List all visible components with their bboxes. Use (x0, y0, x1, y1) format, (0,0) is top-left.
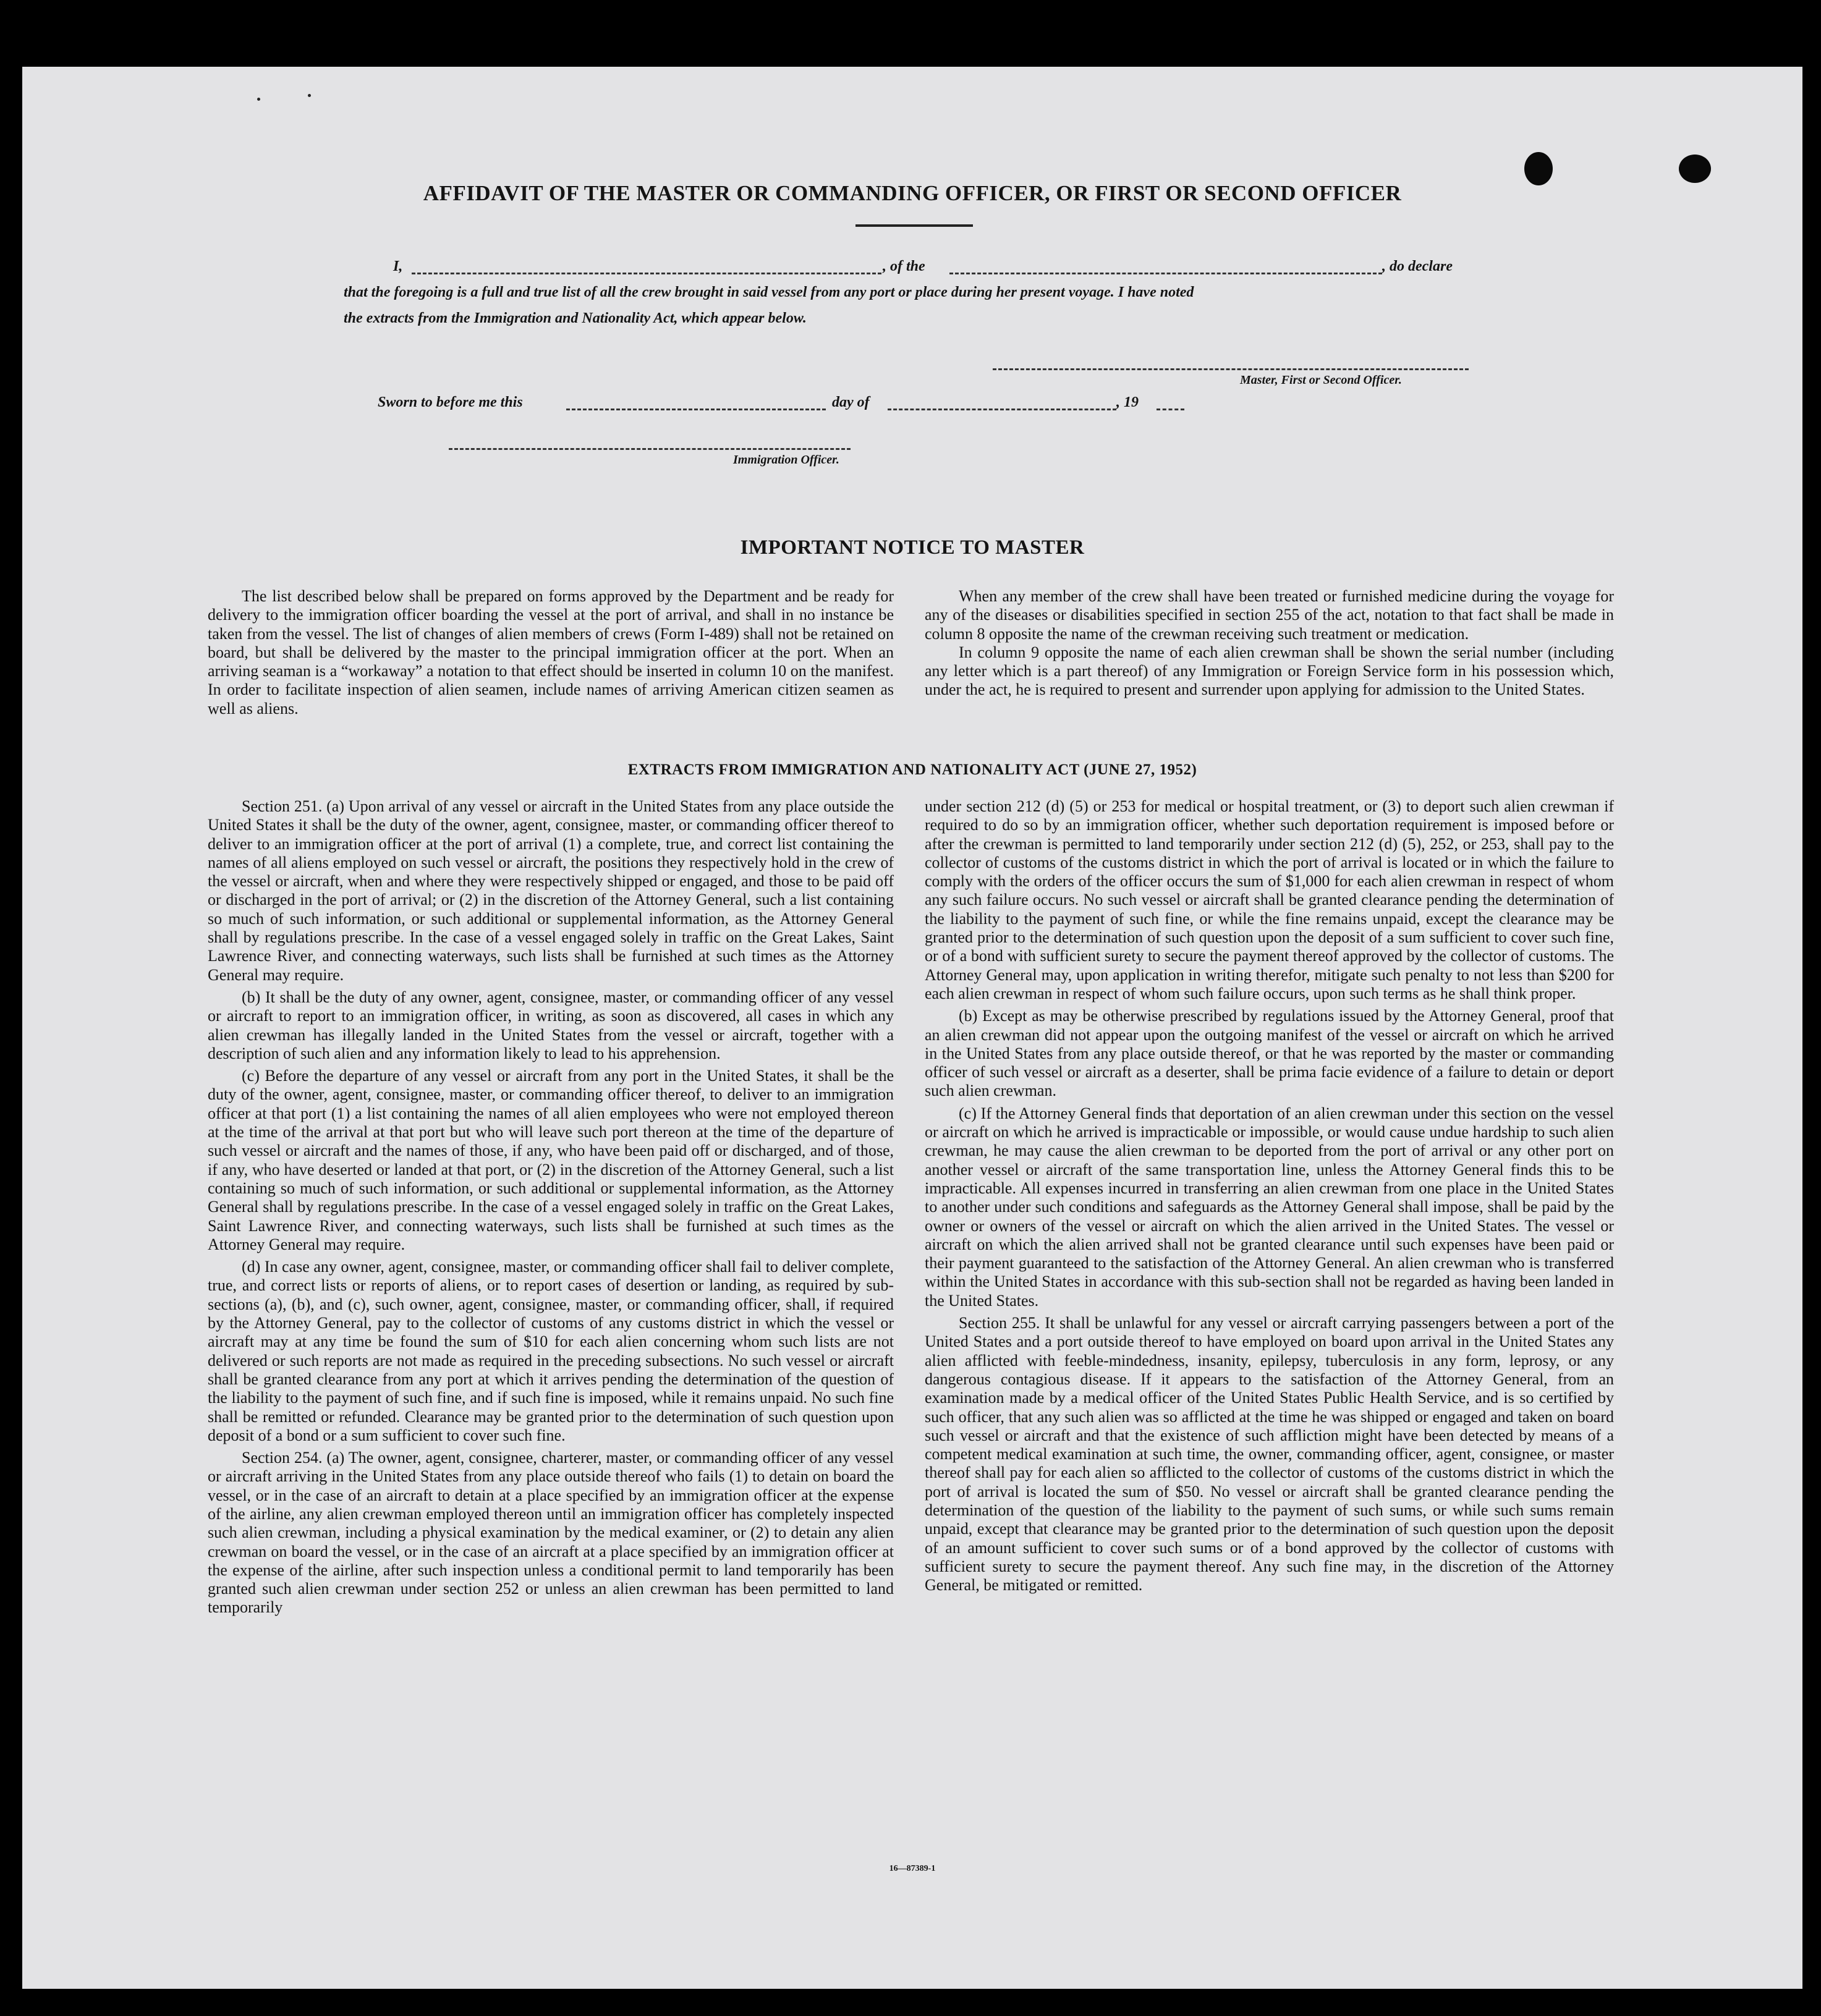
form-number: 16—87389-1 (889, 1864, 936, 1873)
notice-right-paragraph-1: When any member of the crew shall have been treated or furnished medicine during the voyage for any of the diseases or disabilities specified in section 255 of the act, notation to that fact shall be made in column 8 opposite the name of the crewman receiving such treatment or medication. (925, 587, 1614, 643)
speck (257, 98, 260, 101)
extracts-left-column (208, 797, 894, 1617)
notice-right-paragraph-2: In column 9 opposite the name of each alien crewman shall be shown the serial number (including any letter which is a part thereof) of any Immigration or Foreign Service form in his possession which, under the act, he is required to present and surrender upon applying for admission to the United States. (925, 643, 1614, 699)
vessel-blank[interactable] (949, 273, 1382, 274)
day-of-label: day of (832, 394, 870, 410)
title-rule (855, 224, 973, 227)
year-label: , 19 (1116, 394, 1139, 410)
punch-hole-right (1679, 155, 1711, 183)
year-blank[interactable] (1157, 409, 1184, 410)
speck (308, 94, 311, 97)
extracts-right-column (925, 797, 1614, 1595)
master-signature-line[interactable] (993, 368, 1469, 370)
declaration-line-2: that the foregoing is a full and true list of all the crew brought in said vessel from any port or place during her present voyage. I have noted (344, 284, 1194, 300)
section-254-a: Section 254. (a) The owner, agent, consignee, charterer, master, or commanding officer of any vessel or aircraft arriving in the United States from any place outside thereof who fails (1) to detain on board the vessel, or in the case of an aircraft to detain at a place specified by an immigration officer at the expense of the airline, any alien crewman employed thereon until an immigration officer has completely inspected such alien crewman, including a physical examination by the medical examiner, or (2) to detain any alien crewman on board the vessel, or in the case of an aircraft at a place specified by an immigration officer at the expense of the airline, after such inspection unless a conditional permit to land temporarily has been granted such alien crewman under section 252 or unless an alien crewman has been permitted to land temporarily (208, 1449, 894, 1617)
notice-title: IMPORTANT NOTICE TO MASTER (740, 536, 1085, 559)
section-254-a-continued: under section 212 (d) (5) or 253 for medical or hospital treatment, or (3) to deport such alien crewman if required to do so by an immigration officer, whether such deportation requirement is imposed before or after the crewman is permitted to land temporarily under section 212 (d) (5), 252, or 253, shall pay to the collector of customs of the customs district in which the port of arrival is located or in which the failure to comply with the orders of the officer occurs the sum of $1,000 for each alien crewman in respect of whom any such failure occurs. No such vessel or aircraft shall be granted clearance pending the determination of the liability to the payment of such fine, or while the fine remains unpaid, except the clearance may be granted prior to the determination of such question upon the deposit of a sum sufficient to cover such fine, or of a bond with sufficient surety to secure the payment thereof approved by the collector of customs. The Attorney General may, upon application in writing therefor, mitigate such penalty to not less than $200 for each alien crewman in respect of whom such failure occurs, upon such terms as he shall think proper. (925, 797, 1614, 1002)
master-signature-label: Master, First or Second Officer. (1240, 373, 1402, 387)
section-254-b: (b) Except as may be otherwise prescribed by regulations issued by the Attorney General, proof that an alien crewman did not appear upon the outgoing manifest of the vessel or aircraft on which he arrived in the United States from any place outside thereof, or that he was reported by the master or commanding officer of such vessel or aircraft as a deserter, shall be prima facie evidence of a failure to detain or deport such alien crewman. (925, 1007, 1614, 1100)
officer-signature-label: Immigration Officer. (733, 453, 839, 467)
declaration-line-3: the extracts from the Immigration and Nationality Act, which appear below. (344, 310, 807, 326)
notice-left-column (208, 587, 894, 718)
officer-signature-line[interactable] (449, 448, 851, 450)
section-255: Section 255. It shall be unlawful for any vessel or aircraft carrying passengers between a port of the United States and a port outside thereof to have employed on board upon arrival in the United States any alien afflicted with feeble-mindedness, insanity, epilepsy, tuberculosis in any form, leprosy, or any dangerous contagious disease. If it appears to the satisfaction of the Attorney General, from an examination made by a medical officer of the United States Public Health Service, and is so certified by such officer, that any such alien was so afflicted at the time he was shipped or engaged and taken on board such vessel or aircraft and that the existence of such affliction might have been detected by means of a competent medical examination at such time, the owner, commanding officer, agent, consignee, or master thereof shall pay for each alien so afflicted to the collector of customs of the customs district in which the port of arrival is located the sum of $50. No vessel or aircraft shall be granted clearance pending the determination of the question of the liability to the payment of such sums, or while such sums remain unpaid, except that clearance may be granted prior to the determination of such question upon the deposit of an amount sufficient to cover such sums or of a bond approved by the collector of customs with sufficient surety to secure the payment thereof. Any such fine may, in the discretion of the Attorney General, be mitigated or remitted. (925, 1314, 1614, 1595)
section-251-c: (c) Before the departure of any vessel or aircraft from any port in the United States, it shall be the duty of the owner, agent, consignee, master, or commanding officer thereof, to deliver to an immigration officer at that port (1) a list containing the names of all alien employees who were not employed thereon at the time of the arrival at that port but who will leave such port thereon at the time of the departure of such vessel or aircraft and the names of those, if any, who have been paid off or discharged, and of those, if any, who have deserted or landed at that port, or (2) in the discretion of the Attorney General, such a list containing so much of such information, or such additional or supplemental information, as the Attorney General shall by regulations prescribe. In the case of a vessel engaged solely in traffic on the Great Lakes, Saint Lawrence River, and connecting waterways, such lists shall be furnished at such times as the Attorney General may require. (208, 1067, 894, 1253)
name-blank[interactable] (412, 273, 881, 274)
sworn-label: Sworn to before me this (378, 394, 523, 410)
section-251-d: (d) In case any owner, agent, consignee, master, or commanding officer shall fail to deliver complete, true, and correct lists or reports of aliens, or to report cases of desertion or landing, as required by sub-sections (a), (b), and (c), such owner, agent, consignee, master, or commanding officer, shall, if required by the Attorney General, pay to the collector of customs of any customs district in which the vessel or aircraft may at any time be found the sum of $10 for each alien concerning whom such lists are not delivered or such reports are not made as required in the preceding subsections. No such vessel or aircraft shall be granted clearance from any port at which it arrives pending the determination of the question of the liability to the payment of such fine, and if such fine is imposed, while it remains unpaid. No such fine shall be remitted or refunded. Clearance may be granted prior to the determination of such question upon deposit of a bond or a sum sufficient to cover such fine. (208, 1258, 894, 1444)
section-254-c: (c) If the Attorney General finds that deportation of an alien crewman under this section on the vessel or aircraft on which he arrived is impracticable or impossible, or would cause undue hardship to such alien crewman, he may cause the alien crewman to be deported from the port of arrival or any other port on another vessel or aircraft of the same transportation line, unless the Attorney General finds this to be impracticable. All expenses incurred in transferring an alien crewman from one place in the United States to another under such conditions and safeguards as the Attorney General shall impose, shall be paid by the owner or owners of the vessel or aircraft on which the alien arrived in the United States. The vessel or aircraft on which the alien arrived shall not be granted clearance until such expenses have been paid or their payment guaranteed to the satisfaction of the Attorney General. An alien crewman who is transferred within the United States in accordance with this sub-section shall not be regarded as having been landed in the United States. (925, 1104, 1614, 1310)
notice-left-paragraph: The list described below shall be prepared on forms approved by the Department and be ready for delivery to the immigration officer boarding the vessel at the port of arrival, and shall in no instance be taken from the vessel. The list of changes of alien members of crews (Form I-489) shall not be retained on board, but shall be delivered by the master to the principal immigration officer at the port. When an arriving seaman is a “workaway” a notation to that effect should be inserted in column 10 on the manifest. In order to facilitate inspection of alien seamen, include names of arriving American citizen seamen as well as aliens. (208, 587, 894, 718)
form-page (22, 67, 1802, 1989)
of-the-label: , of the (883, 258, 925, 274)
month-blank[interactable] (888, 409, 1116, 410)
day-blank[interactable] (566, 409, 826, 410)
i-label: I, (393, 258, 403, 274)
do-declare-label: , do declare (1382, 258, 1453, 274)
punch-hole-left (1524, 152, 1553, 185)
affidavit-title: AFFIDAVIT OF THE MASTER OR COMMANDING OFFICER, OR FIRST OR SECOND OFFICER (423, 181, 1402, 205)
section-251-b: (b) It shall be the duty of any owner, agent, consignee, master, or commanding officer of any vessel or aircraft to report to an immigration officer, in writing, as soon as discovered, all cases in which any alien crewman has illegally landed in the United States from the vessel or aircraft, together with a description of such alien and any information likely to lead to his apprehension. (208, 988, 894, 1062)
section-251-a: Section 251. (a) Upon arrival of any vessel or aircraft in the United States from any place outside the United States it shall be the duty of the owner, agent, consignee, master, or commanding officer thereof to deliver to an immigration officer at the port of arrival (1) a complete, true, and correct list containing the names of all aliens employed on such vessel or aircraft, the positions they respectively hold in the crew of the vessel or aircraft, when and where they were respectively shipped or engaged, and those to be paid off or discharged in the port of arrival; or (2) in the discretion of the Attorney General, such a list containing so much of such information, or such additional or supplemental information, as the Attorney General shall by regulations prescribe. In the case of a vessel engaged solely in traffic on the Great Lakes, Saint Lawrence River, and connecting waterways, such lists shall be furnished at such times as the Attorney General may require. (208, 797, 894, 984)
extracts-title: EXTRACTS FROM IMMIGRATION AND NATIONALITY ACT (JUNE 27, 1952) (627, 761, 1197, 778)
notice-right-column (925, 587, 1614, 700)
